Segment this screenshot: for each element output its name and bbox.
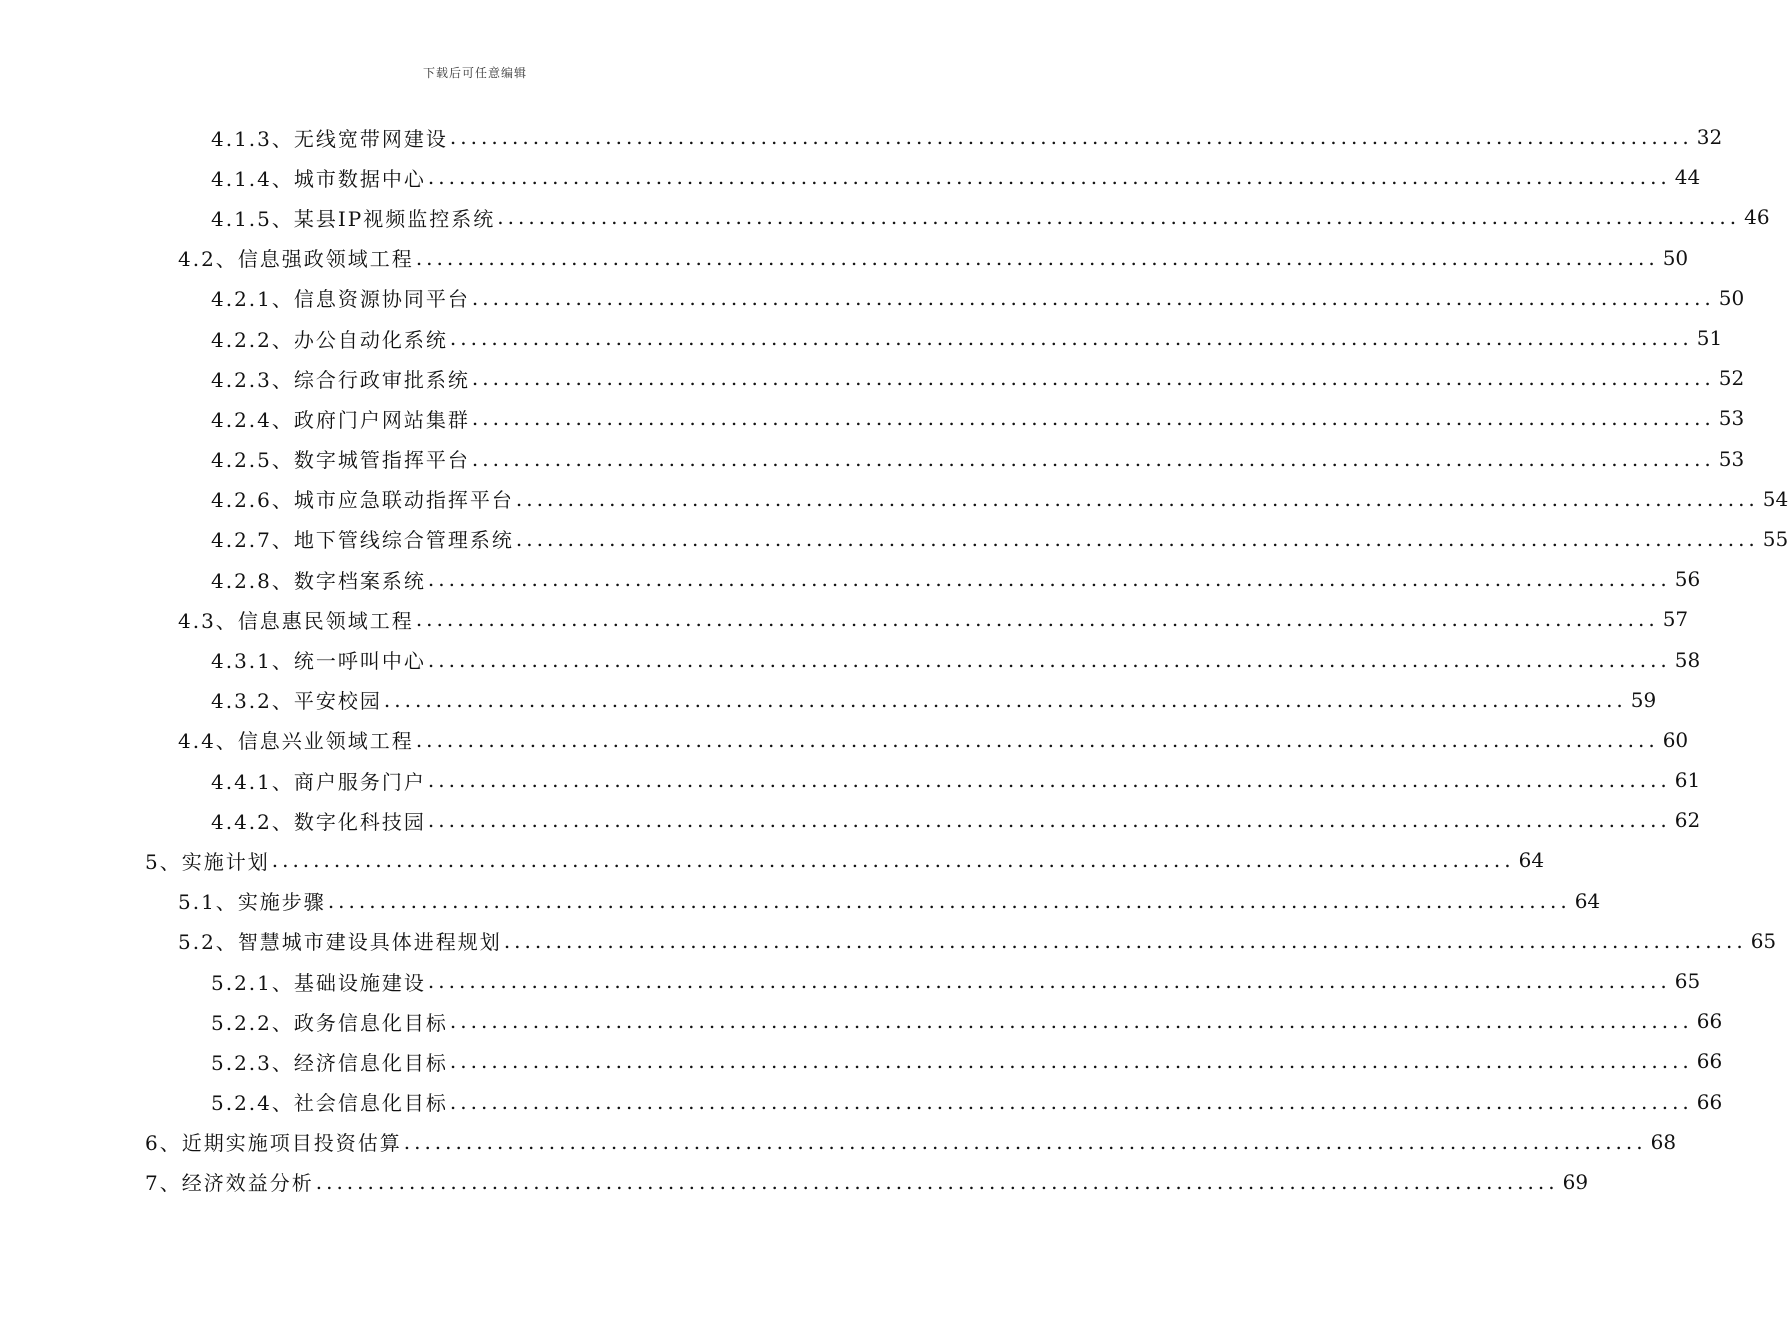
toc-entry-page-number: 62 <box>1674 808 1701 833</box>
page-header-note: 下载后可任意编辑 <box>422 66 527 80</box>
toc-leader-dots: ........................................................................................................................ <box>449 326 1693 351</box>
toc-entry-page-number: 46 <box>1744 205 1770 230</box>
toc-leader-dots: ........................................................................................................................ <box>497 205 1741 230</box>
toc-leader-dots: ........................................................................................................................ <box>427 165 1671 190</box>
toc-entry[interactable] <box>0 1082 1723 1122</box>
toc-entry-page-number: 51 <box>1696 326 1723 351</box>
toc-entry[interactable] <box>0 439 1745 479</box>
toc-entry-page-number: 65 <box>1674 969 1701 994</box>
toc-entry-title: 综合行政审批系统 <box>293 367 470 392</box>
toc-leader-dots: ........................................................................................................................ <box>471 406 1715 431</box>
toc-entry-number: 4.2.6、 <box>211 488 294 513</box>
toc-entry-number: 5.2.2、 <box>211 1010 294 1035</box>
toc-entry[interactable] <box>0 720 1689 760</box>
table-of-contents <box>0 117 1788 1202</box>
toc-entry-title: 数字城管指挥平台 <box>293 448 470 473</box>
toc-entry-title: 政府门户网站集群 <box>293 407 470 432</box>
toc-leader-dots: ........................................................................................................................ <box>415 727 1659 752</box>
toc-leader-dots: ........................................................................................................................ <box>427 768 1671 793</box>
toc-leader-dots: ........................................................................................................................ <box>427 567 1671 592</box>
toc-entry-title: 某县IP视频监控系统 <box>293 206 496 231</box>
toc-entry-number: 4.4.1、 <box>211 769 294 794</box>
toc-entry-title: 社会信息化目标 <box>293 1091 448 1116</box>
toc-leader-dots: ........................................................................................................................ <box>383 687 1627 712</box>
toc-entry-title: 地下管线综合管理系统 <box>293 528 514 553</box>
toc-entry[interactable] <box>0 559 1701 599</box>
toc-entry-page-number: 60 <box>1662 727 1689 752</box>
toc-entry-title: 信息兴业领域工程 <box>237 729 414 754</box>
toc-entry[interactable] <box>0 840 1545 880</box>
toc-entry[interactable] <box>0 1122 1677 1162</box>
toc-entry-number: 4.3.1、 <box>211 649 294 674</box>
toc-entry[interactable] <box>0 479 1788 519</box>
toc-entry-title: 实施计划 <box>181 849 270 874</box>
toc-entry[interactable] <box>0 1041 1723 1081</box>
toc-leader-dots: ........................................................................................................................ <box>427 647 1671 672</box>
toc-entry[interactable] <box>0 599 1689 639</box>
toc-entry-number: 4.2.3、 <box>211 367 294 392</box>
toc-entry-number: 4.2.4、 <box>211 407 294 432</box>
toc-leader-dots: ........................................................................................................................ <box>403 1129 1647 1154</box>
toc-entry-number: 4.1.4、 <box>211 166 294 191</box>
toc-entry[interactable] <box>0 398 1745 438</box>
toc-entry-page-number: 55 <box>1762 526 1788 551</box>
toc-entry-page-number: 56 <box>1674 567 1701 592</box>
toc-entry-title: 数字化科技园 <box>293 809 426 834</box>
toc-entry-page-number: 61 <box>1674 768 1701 793</box>
toc-entry-title: 信息强政领域工程 <box>237 247 414 272</box>
toc-leader-dots: ........................................................................................................................ <box>327 888 1571 913</box>
toc-leader-dots: ........................................................................................................................ <box>415 245 1659 270</box>
toc-entry-title: 商户服务门户 <box>293 769 426 794</box>
toc-entry[interactable] <box>0 639 1701 679</box>
toc-entry[interactable] <box>0 1162 1589 1202</box>
toc-entry-title: 基础设施建设 <box>293 970 426 995</box>
toc-entry-page-number: 68 <box>1650 1129 1677 1154</box>
toc-entry-number: 4.2.8、 <box>211 568 294 593</box>
toc-entry[interactable] <box>0 238 1689 278</box>
toc-entry[interactable] <box>0 197 1770 237</box>
toc-entry-title: 平安校园 <box>293 689 382 714</box>
toc-entry-page-number: 69 <box>1562 1169 1589 1194</box>
toc-entry-page-number: 57 <box>1662 607 1689 632</box>
toc-entry[interactable] <box>0 117 1723 157</box>
toc-entry-number: 4.1.3、 <box>211 126 294 151</box>
toc-entry[interactable] <box>0 157 1701 197</box>
toc-entry[interactable] <box>0 800 1701 840</box>
toc-entry-page-number: 64 <box>1574 888 1601 913</box>
toc-leader-dots: ........................................................................................................................ <box>427 808 1671 833</box>
toc-entry-title: 实施步骤 <box>237 890 326 915</box>
toc-leader-dots: ........................................................................................................................ <box>449 1089 1693 1114</box>
toc-entry[interactable] <box>0 1001 1723 1041</box>
toc-entry-title: 城市应急联动指挥平台 <box>293 488 514 513</box>
toc-entry[interactable] <box>0 680 1657 720</box>
toc-entry-page-number: 54 <box>1762 486 1788 511</box>
toc-entry-number: 4.2、 <box>178 247 238 272</box>
toc-entry-title: 信息惠民领域工程 <box>237 608 414 633</box>
toc-entry-title: 近期实施项目投资估算 <box>181 1131 402 1156</box>
toc-entry-title: 统一呼叫中心 <box>293 649 426 674</box>
toc-leader-dots: ........................................................................................................................ <box>315 1169 1559 1194</box>
toc-entry-page-number: 64 <box>1518 848 1545 873</box>
toc-entry[interactable] <box>0 278 1745 318</box>
toc-leader-dots: ........................................................................................................................ <box>271 848 1515 873</box>
toc-leader-dots: ........................................................................................................................ <box>471 285 1715 310</box>
toc-entry-title: 智慧城市建设具体进程规划 <box>237 930 502 955</box>
toc-entry-page-number: 50 <box>1662 245 1689 270</box>
toc-entry-number: 4.4、 <box>178 729 238 754</box>
toc-entry[interactable] <box>0 760 1701 800</box>
toc-entry-title: 信息资源协同平台 <box>293 287 470 312</box>
toc-entry-number: 4.2.1、 <box>211 287 294 312</box>
toc-leader-dots: ........................................................................................................................ <box>471 446 1715 471</box>
toc-entry[interactable] <box>0 921 1777 961</box>
toc-entry-number: 5、 <box>145 849 182 874</box>
toc-entry[interactable] <box>0 519 1788 559</box>
toc-entry-page-number: 44 <box>1674 165 1701 190</box>
toc-entry-page-number: 53 <box>1718 446 1745 471</box>
toc-entry-title: 无线宽带网建设 <box>293 126 448 151</box>
toc-entry-title: 城市数据中心 <box>293 166 426 191</box>
toc-entry-page-number: 65 <box>1750 928 1777 953</box>
toc-entry[interactable] <box>0 318 1723 358</box>
toc-entry-title: 数字档案系统 <box>293 568 426 593</box>
toc-entry-number: 5.2、 <box>178 930 238 955</box>
toc-entry-page-number: 66 <box>1696 1049 1723 1074</box>
toc-leader-dots: ........................................................................................................................ <box>471 366 1715 391</box>
toc-leader-dots: ........................................................................................................................ <box>449 1049 1693 1074</box>
toc-entry-page-number: 53 <box>1718 406 1745 431</box>
toc-entry-title: 政务信息化目标 <box>293 1010 448 1035</box>
toc-leader-dots: ........................................................................................................................ <box>449 1009 1693 1034</box>
toc-entry-number: 4.4.2、 <box>211 809 294 834</box>
toc-entry-page-number: 32 <box>1696 125 1723 150</box>
toc-leader-dots: ........................................................................................................................ <box>515 526 1759 551</box>
toc-entry-number: 5.1、 <box>178 890 238 915</box>
toc-entry-page-number: 50 <box>1718 285 1745 310</box>
toc-entry-page-number: 66 <box>1696 1089 1723 1114</box>
toc-leader-dots: ........................................................................................................................ <box>427 969 1671 994</box>
toc-entry-number: 4.2.7、 <box>211 528 294 553</box>
toc-leader-dots: ........................................................................................................................ <box>449 125 1693 150</box>
toc-leader-dots: ........................................................................................................................ <box>515 486 1759 511</box>
toc-leader-dots: ........................................................................................................................ <box>415 607 1659 632</box>
toc-entry[interactable] <box>0 961 1701 1001</box>
toc-entry-page-number: 66 <box>1696 1009 1723 1034</box>
toc-entry-number: 5.2.4、 <box>211 1091 294 1116</box>
toc-entry-page-number: 59 <box>1630 687 1657 712</box>
toc-entry-number: 4.2.5、 <box>211 448 294 473</box>
toc-entry[interactable] <box>0 881 1601 921</box>
toc-entry-number: 4.1.5、 <box>211 206 294 231</box>
toc-entry-number: 5.2.1、 <box>211 970 294 995</box>
toc-entry-title: 办公自动化系统 <box>293 327 448 352</box>
toc-leader-dots: ........................................................................................................................ <box>503 928 1747 953</box>
toc-entry-page-number: 52 <box>1718 366 1745 391</box>
toc-entry-title: 经济信息化目标 <box>293 1050 448 1075</box>
toc-entry-number: 5.2.3、 <box>211 1050 294 1075</box>
toc-entry-number: 6、 <box>145 1131 182 1156</box>
toc-entry-number: 7、 <box>145 1171 182 1196</box>
toc-entry-page-number: 58 <box>1674 647 1701 672</box>
toc-entry[interactable] <box>0 358 1745 398</box>
toc-entry-number: 4.3、 <box>178 608 238 633</box>
toc-entry-number: 4.3.2、 <box>211 689 294 714</box>
toc-entry-title: 经济效益分析 <box>181 1171 314 1196</box>
toc-entry-number: 4.2.2、 <box>211 327 294 352</box>
